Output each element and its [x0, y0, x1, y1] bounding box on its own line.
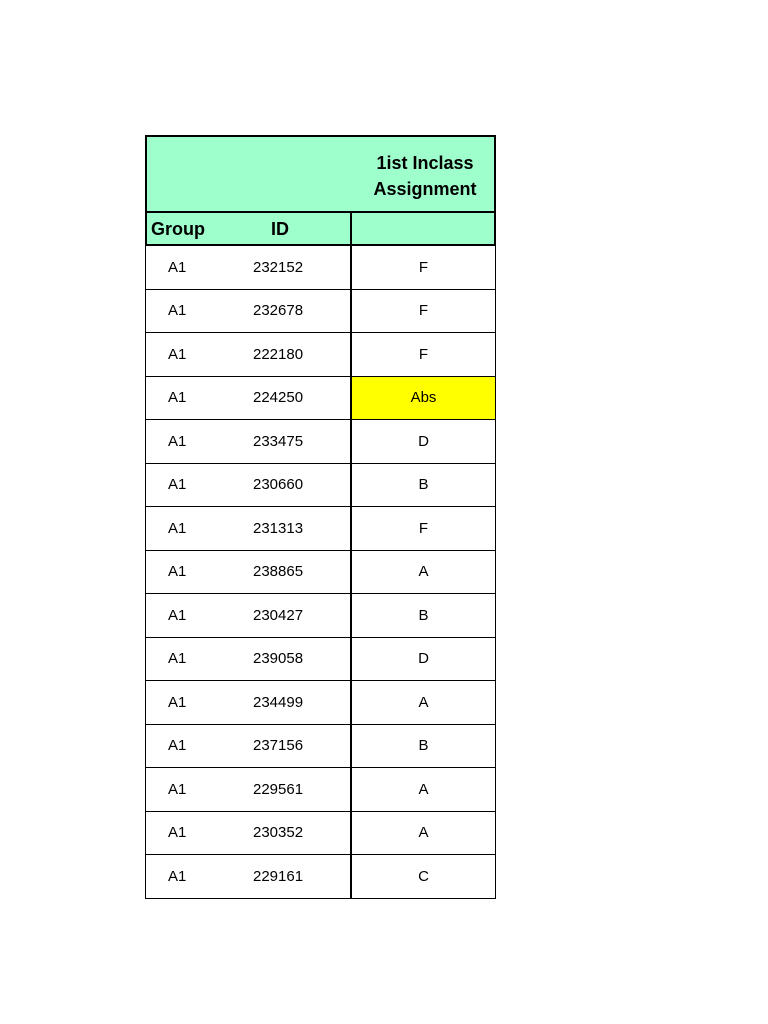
table-row	[146, 812, 495, 856]
group-cell[interactable]: A1	[168, 606, 187, 624]
table-row	[146, 420, 495, 464]
title-band	[145, 135, 496, 213]
grade-cell[interactable]: A	[350, 551, 495, 594]
table-row	[146, 855, 495, 899]
id-cell[interactable]: 238865	[253, 563, 304, 581]
table-row	[146, 246, 495, 290]
grade-cell[interactable]: C	[350, 855, 495, 898]
group-cell[interactable]: A1	[168, 650, 187, 668]
grade-rows	[145, 246, 496, 899]
table-row	[146, 681, 495, 725]
group-column-header: Group	[151, 219, 205, 239]
group-cell[interactable]: A1	[168, 432, 187, 450]
grade-cell[interactable]: D	[350, 420, 495, 463]
grade-cell[interactable]: D	[350, 638, 495, 681]
id-cell[interactable]: 239058	[253, 650, 304, 668]
grade-cell-highlighted[interactable]: Abs	[350, 377, 495, 420]
grade-cell[interactable]: F	[350, 507, 495, 550]
group-cell[interactable]: A1	[168, 737, 187, 755]
id-cell[interactable]: 222180	[253, 345, 304, 363]
id-cell[interactable]: 224250	[253, 389, 304, 407]
id-cell[interactable]: 237156	[253, 737, 304, 755]
column-header-row	[145, 213, 496, 246]
id-cell[interactable]: 232152	[253, 258, 304, 276]
id-cell[interactable]: 229161	[253, 867, 304, 885]
group-cell[interactable]: A1	[168, 476, 187, 494]
table-row	[146, 333, 495, 377]
grade-sheet	[145, 135, 496, 899]
grade-cell[interactable]: F	[350, 246, 495, 289]
group-cell[interactable]: A1	[168, 780, 187, 798]
group-cell[interactable]: A1	[168, 563, 187, 581]
table-row	[146, 377, 495, 421]
group-cell[interactable]: A1	[168, 693, 187, 711]
grade-cell[interactable]: F	[350, 290, 495, 333]
grade-cell[interactable]: B	[350, 594, 495, 637]
grade-column-header	[350, 213, 494, 244]
group-cell[interactable]: A1	[168, 519, 187, 537]
group-cell[interactable]: A1	[168, 389, 187, 407]
table-row	[146, 507, 495, 551]
group-cell[interactable]: A1	[168, 345, 187, 363]
id-cell[interactable]: 231313	[253, 519, 304, 537]
assignment-title: 1ist Inclass Assignment	[373, 153, 477, 199]
id-cell[interactable]: 232678	[253, 302, 304, 320]
id-cell[interactable]: 230660	[253, 476, 304, 494]
grade-cell[interactable]: B	[350, 464, 495, 507]
group-cell[interactable]: A1	[168, 867, 187, 885]
group-cell[interactable]: A1	[168, 258, 187, 276]
group-cell[interactable]: A1	[168, 302, 187, 320]
table-row	[146, 290, 495, 334]
id-cell[interactable]: 230427	[253, 606, 304, 624]
id-cell[interactable]: 229561	[253, 780, 304, 798]
id-cell[interactable]: 233475	[253, 432, 304, 450]
grade-cell[interactable]: B	[350, 725, 495, 768]
group-cell[interactable]: A1	[168, 824, 187, 842]
table-row	[146, 725, 495, 769]
grade-cell[interactable]: A	[350, 681, 495, 724]
grade-cell[interactable]: F	[350, 333, 495, 376]
table-row	[146, 768, 495, 812]
table-row	[146, 551, 495, 595]
grade-cell[interactable]: A	[350, 768, 495, 811]
id-column-header: ID	[271, 219, 289, 239]
table-row	[146, 464, 495, 508]
table-row	[146, 638, 495, 682]
table-row	[146, 594, 495, 638]
id-cell[interactable]: 234499	[253, 693, 304, 711]
grade-cell[interactable]: A	[350, 812, 495, 855]
id-cell[interactable]: 230352	[253, 824, 304, 842]
